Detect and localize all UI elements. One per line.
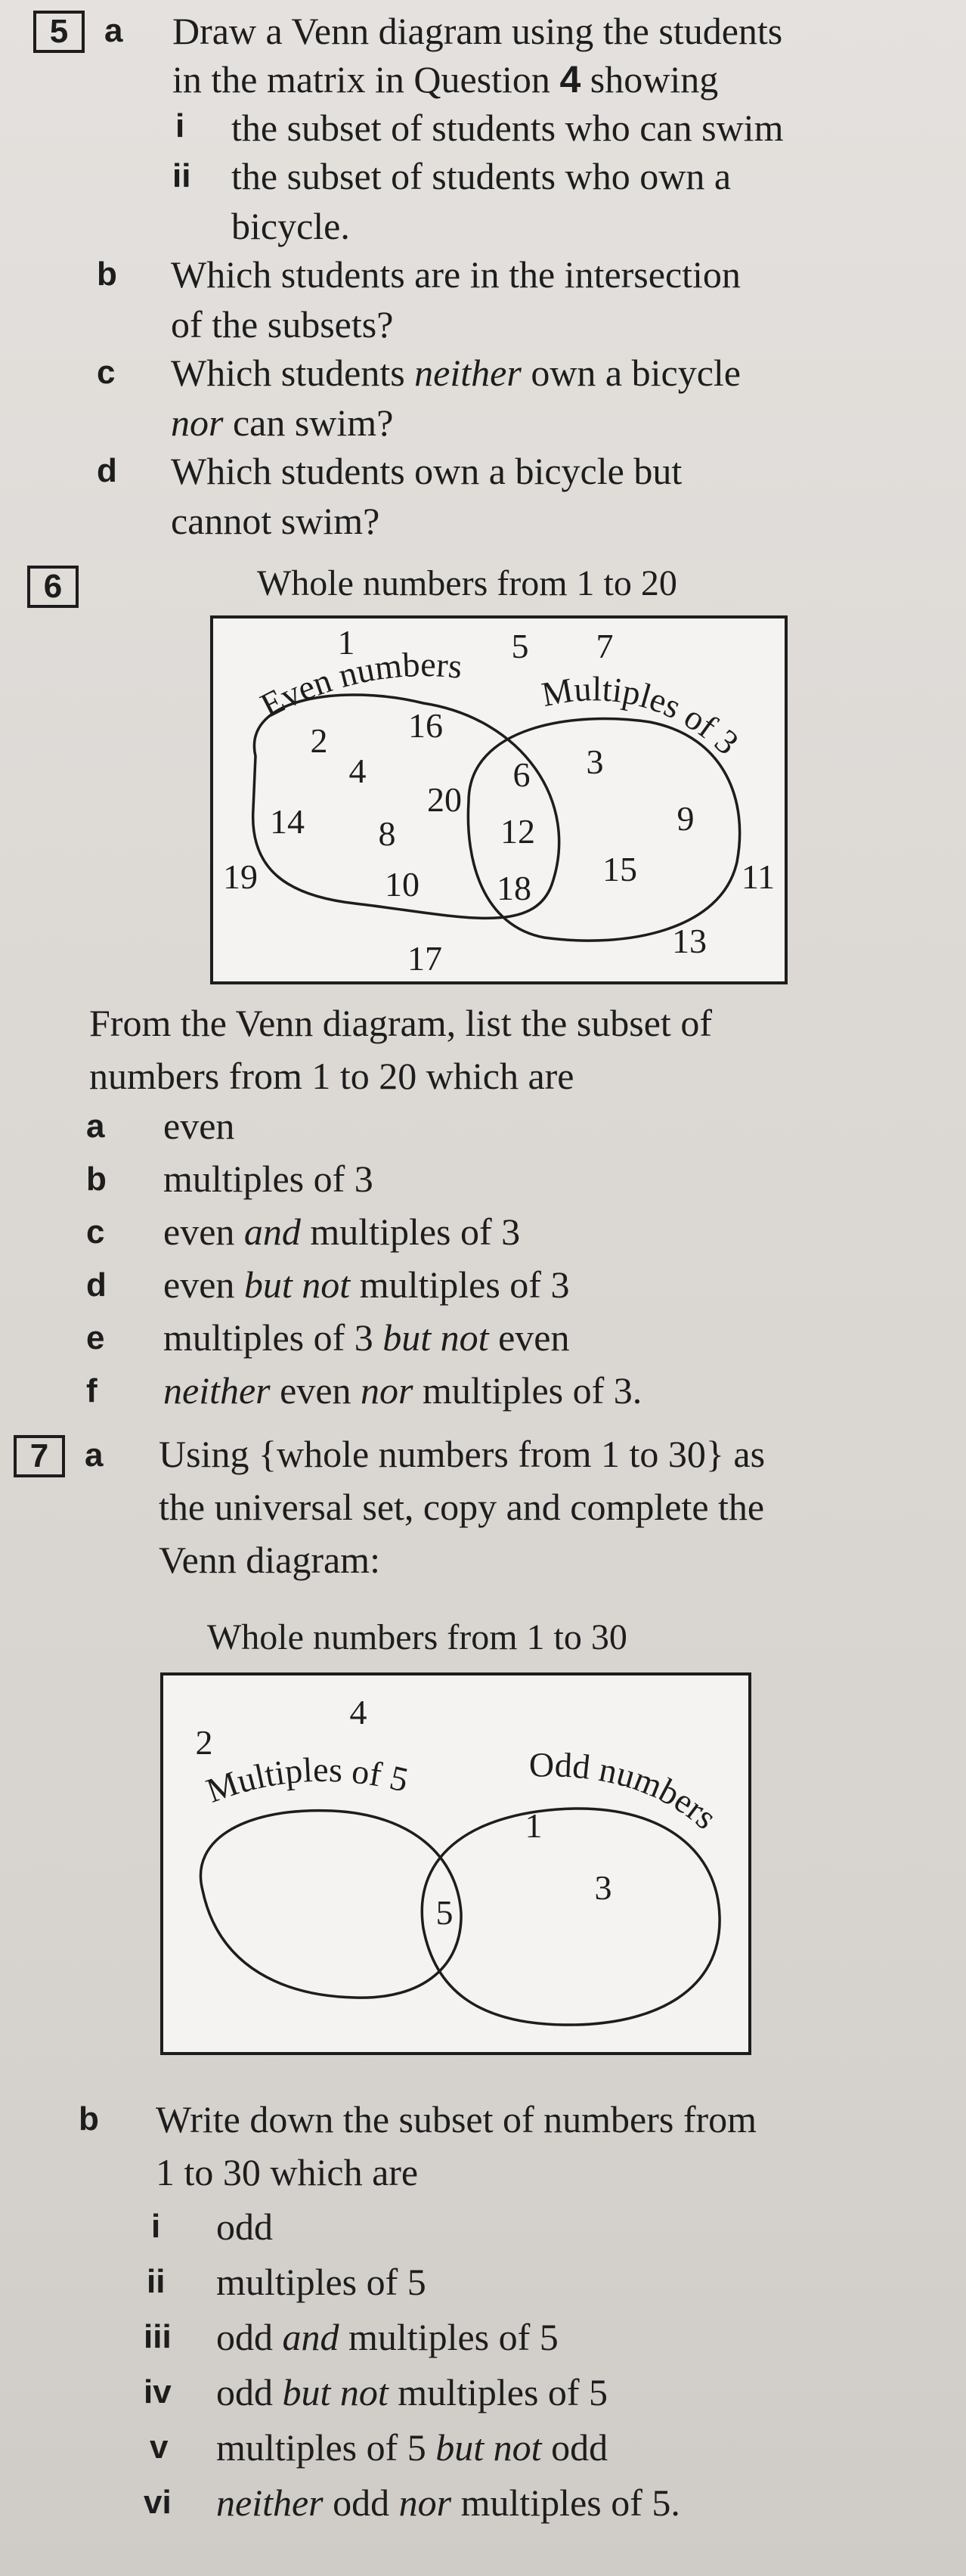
q5-part-ii-label: ii <box>172 157 191 194</box>
q7-set-mult5-label: Multiples of 5 <box>201 1750 413 1810</box>
q7-item-iii-label: iii <box>144 2318 172 2355</box>
q6-outside-7: 7 <box>596 627 614 665</box>
q6-outside-11: 11 <box>741 857 776 896</box>
q6-item-b-text: multiples of 3 <box>163 1158 373 1200</box>
question-5-number: 5 <box>33 11 85 53</box>
q5-part-d-label: d <box>97 452 117 489</box>
q7-b-line2: 1 to 30 which are <box>156 2151 419 2193</box>
q7-diagram-title: Whole numbers from 1 to 30 <box>207 1617 627 1657</box>
q6-item-f-text: neither even nor multiples of 3. <box>163 1369 642 1412</box>
q6-diagram-title: Whole numbers from 1 to 20 <box>257 563 677 603</box>
q6-even-16: 16 <box>408 706 443 745</box>
q6-even-10: 10 <box>385 865 420 904</box>
q7-item-vi-label: vi <box>144 2484 172 2521</box>
q6-even-14: 14 <box>270 802 305 841</box>
q6-mult3-15: 15 <box>602 850 637 888</box>
q6-mult3-3: 3 <box>586 742 604 781</box>
q7-odd-3: 3 <box>594 1868 612 1907</box>
q6-both-18: 18 <box>497 869 531 907</box>
q6-item-e-text: multiples of 3 but not even <box>163 1316 570 1359</box>
q6-item-c-label: c <box>86 1214 105 1251</box>
q7-universal-set-box <box>162 1674 750 2054</box>
q7-outside-2: 2 <box>195 1723 213 1762</box>
q6-even-8: 8 <box>378 814 396 853</box>
q6-item-a-label: a <box>86 1108 105 1145</box>
q6-intro-line1: From the Venn diagram, list the subset of <box>89 1002 712 1044</box>
q7-item-ii-text: multiples of 5 <box>216 2261 426 2303</box>
question-6-number: 6 <box>27 566 79 608</box>
q7-outside-4: 4 <box>349 1693 367 1731</box>
q7-both-5: 5 <box>435 1893 454 1932</box>
q7-part-a-label: a <box>85 1437 104 1474</box>
q6-intro-line2: numbers from 1 to 20 which are <box>89 1055 574 1097</box>
q6-both-6: 6 <box>512 755 531 794</box>
q6-item-a-text: even <box>163 1105 235 1147</box>
q6-item-d-text: even but not multiples of 3 <box>163 1263 570 1306</box>
q7-item-i-text: odd <box>216 2206 273 2248</box>
q7-item-ii-label: ii <box>147 2263 166 2300</box>
q7-item-i-label: i <box>151 2208 161 2245</box>
q5-b-line2: of the subsets? <box>171 303 394 346</box>
q6-both-12: 12 <box>500 812 535 851</box>
question-7-number: 7 <box>14 1435 65 1477</box>
q7-a-line1: Using {whole numbers from 1 to 30} as <box>159 1433 766 1475</box>
q6-item-f-label: f <box>86 1372 98 1409</box>
q7-item-iii-text: odd and multiples of 5 <box>216 2316 559 2358</box>
q7-odd-1: 1 <box>525 1806 543 1845</box>
q6-set-even-label: Even numbers <box>254 645 464 725</box>
q6-even-4: 4 <box>348 752 367 790</box>
q5-b-line1: Which students are in the intersection <box>171 253 741 296</box>
q7-venn-diagram <box>0 1663 966 2072</box>
q5-ii-line1: the subset of students who own a <box>231 155 732 197</box>
q7-item-iv-label: iv <box>144 2373 172 2410</box>
q5-a-line1: Draw a Venn diagram using the students <box>172 10 783 52</box>
q6-outside-19: 19 <box>223 857 258 896</box>
q5-d-line2: cannot swim? <box>171 500 380 542</box>
q7-a-line3: Venn diagram: <box>159 1539 380 1581</box>
q5-c-line1: Which students neither own a bicycle <box>171 352 741 394</box>
q7-part-b-label: b <box>79 2100 99 2137</box>
q6-outside-13: 13 <box>672 922 707 960</box>
q6-set-mult3-label: Multiples of 3 <box>538 669 747 762</box>
q6-even-20: 20 <box>427 780 462 819</box>
q7-set-odd-label: Odd numbers <box>528 1745 725 1837</box>
q5-part-b-label: b <box>97 256 117 293</box>
q7-a-line2: the universal set, copy and complete the <box>159 1486 765 1528</box>
q5-d-line1: Which students own a bicycle but <box>171 450 683 492</box>
q6-item-d-label: d <box>86 1266 107 1303</box>
q6-even-2: 2 <box>310 721 328 760</box>
q7-item-v-label: v <box>150 2429 169 2466</box>
q7-b-line1: Write down the subset of numbers from <box>156 2098 757 2140</box>
q5-part-c-label: c <box>97 354 116 391</box>
q6-item-c-text: even and multiples of 3 <box>163 1211 521 1253</box>
q7-item-iv-text: odd but not multiples of 5 <box>216 2371 608 2413</box>
q5-i-text: the subset of students who can swim <box>231 107 784 149</box>
q7-item-vi-text: neither odd nor multiples of 5. <box>216 2481 680 2524</box>
q6-mult3-9: 9 <box>677 799 695 838</box>
q6-outside-5: 5 <box>511 627 529 665</box>
q5-part-a-label: a <box>104 12 123 49</box>
q6-item-b-label: b <box>86 1161 107 1198</box>
q5-a-line2: in the matrix in Question 4 showing <box>172 58 719 101</box>
q6-venn-diagram <box>0 0 966 998</box>
q7-item-v-text: multiples of 5 but not odd <box>216 2426 608 2469</box>
q5-part-i-label: i <box>175 107 185 144</box>
q6-outside-1: 1 <box>337 623 355 662</box>
q6-item-e-label: e <box>86 1319 105 1356</box>
q5-ii-line2: bicycle. <box>231 205 350 247</box>
q5-c-line2: nor can swim? <box>171 401 394 444</box>
q6-outside-17: 17 <box>407 939 442 978</box>
